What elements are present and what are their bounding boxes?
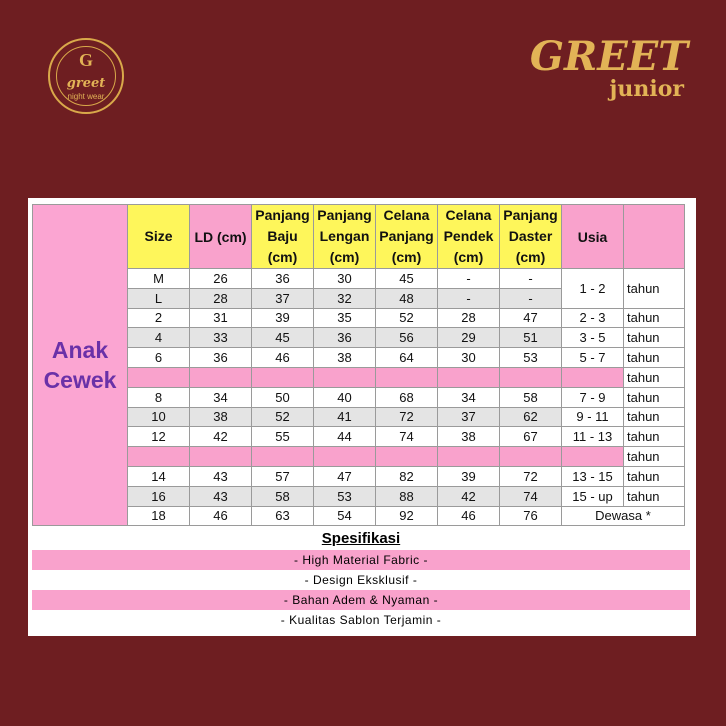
spec-item: - Design Eksklusif - (304, 573, 418, 587)
table-cell: 57 (252, 466, 314, 486)
table-cell: 50 (252, 387, 314, 407)
table-cell: tahun (624, 447, 685, 467)
logo-mark: G (78, 50, 93, 70)
table-cell: 62 (500, 407, 562, 427)
table-cell (252, 447, 314, 467)
table-cell (376, 447, 438, 467)
table-cell: 47 (314, 466, 376, 486)
table-cell: tahun (624, 427, 685, 447)
table-cell: 36 (252, 269, 314, 289)
table-cell: 30 (314, 269, 376, 289)
table-cell: Dewasa * (562, 506, 685, 526)
table-cell: 55 (252, 427, 314, 447)
table-cell: 45 (376, 269, 438, 289)
table-cell: 32 (314, 288, 376, 308)
table-cell: 56 (376, 328, 438, 348)
table-cell: 53 (314, 486, 376, 506)
table-cell (128, 447, 190, 467)
table-cell (562, 367, 624, 387)
table-cell: 36 (314, 328, 376, 348)
table-cell: 2 (128, 308, 190, 328)
table-cell: 4 (128, 328, 190, 348)
table-cell: 72 (500, 466, 562, 486)
size-chart-sheet (28, 198, 696, 636)
column-header: Panjang Daster (cm) (500, 205, 562, 269)
table-row (33, 328, 685, 348)
table-cell: 82 (376, 466, 438, 486)
table-cell: 54 (314, 506, 376, 526)
column-header: Panjang Lengan (cm) (314, 205, 376, 269)
table-cell: 76 (500, 506, 562, 526)
table-cell (252, 367, 314, 387)
table-cell: 11 - 13 (562, 427, 624, 447)
table-cell (314, 447, 376, 467)
table-cell: tahun (624, 269, 685, 309)
table-cell: 42 (190, 427, 252, 447)
table-cell: 7 - 9 (562, 387, 624, 407)
table-cell: 34 (438, 387, 500, 407)
table-cell: 58 (252, 486, 314, 506)
table-cell: tahun (624, 367, 685, 387)
brand-logo (48, 38, 124, 114)
table-cell: 38 (190, 407, 252, 427)
spec-item: - Kualitas Sablon Terjamin - (280, 613, 442, 627)
table-cell: 14 (128, 466, 190, 486)
table-cell: 2 - 3 (562, 308, 624, 328)
table-cell: tahun (624, 466, 685, 486)
table-cell: 15 - up (562, 486, 624, 506)
table-row (33, 269, 685, 289)
table-cell: 16 (128, 486, 190, 506)
table-cell (438, 367, 500, 387)
size-table (32, 204, 685, 526)
table-cell (128, 367, 190, 387)
group-label: Anak Cewek (33, 205, 128, 526)
table-cell: M (128, 269, 190, 289)
table-cell: L (128, 288, 190, 308)
table-cell: 29 (438, 328, 500, 348)
table-cell: 8 (128, 387, 190, 407)
table-cell: 38 (438, 427, 500, 447)
table-cell: 10 (128, 407, 190, 427)
spec-section (32, 528, 690, 630)
table-cell: 28 (438, 308, 500, 328)
table-cell: tahun (624, 486, 685, 506)
table-cell: 45 (252, 328, 314, 348)
spec-item: - High Material Fabric - (32, 550, 690, 570)
table-row (33, 466, 685, 486)
column-header: Celana Panjang (cm) (376, 205, 438, 269)
table-cell: 31 (190, 308, 252, 328)
table-cell: 64 (376, 348, 438, 368)
table-cell (190, 367, 252, 387)
table-row (33, 506, 685, 526)
column-header: Usia (562, 205, 624, 269)
table-cell: 6 (128, 348, 190, 368)
table-row (33, 387, 685, 407)
table-cell: 43 (190, 486, 252, 506)
table-cell: 52 (376, 308, 438, 328)
table-cell: 18 (128, 506, 190, 526)
table-cell (376, 367, 438, 387)
table-cell: 58 (500, 387, 562, 407)
brand-sub: junior (609, 76, 684, 102)
table-cell (314, 367, 376, 387)
table-cell: 43 (190, 466, 252, 486)
table-cell (500, 447, 562, 467)
table-cell: 68 (376, 387, 438, 407)
table-cell: tahun (624, 407, 685, 427)
table-cell: - (500, 269, 562, 289)
logo-subtitle: night wear (67, 92, 105, 101)
table-cell: 67 (500, 427, 562, 447)
table-cell: 30 (438, 348, 500, 368)
table-cell: 3 - 5 (562, 328, 624, 348)
table-cell: 40 (314, 387, 376, 407)
table-cell (562, 447, 624, 467)
table-cell: 13 - 15 (562, 466, 624, 486)
table-cell: 39 (252, 308, 314, 328)
column-header (624, 205, 685, 269)
table-cell: - (438, 269, 500, 289)
spec-item: - Bahan Adem & Nyaman - (32, 590, 690, 610)
table-cell (190, 447, 252, 467)
table-cell: 35 (314, 308, 376, 328)
table-cell: 5 - 7 (562, 348, 624, 368)
table-cell: 46 (438, 506, 500, 526)
column-header: LD (cm) (190, 205, 252, 269)
table-cell: 36 (190, 348, 252, 368)
table-cell: 51 (500, 328, 562, 348)
table-cell: tahun (624, 328, 685, 348)
table-cell: tahun (624, 387, 685, 407)
table-cell: tahun (624, 308, 685, 328)
table-cell: 38 (314, 348, 376, 368)
table-row (33, 308, 685, 328)
table-cell: 46 (252, 348, 314, 368)
table-cell: 47 (500, 308, 562, 328)
table-cell: 9 - 11 (562, 407, 624, 427)
table-cell: - (500, 288, 562, 308)
table-cell: 42 (438, 486, 500, 506)
table-cell: 92 (376, 506, 438, 526)
table-cell: 72 (376, 407, 438, 427)
table-cell: 52 (252, 407, 314, 427)
table-cell: 34 (190, 387, 252, 407)
brand-name: GREET (529, 33, 688, 80)
table-cell: 12 (128, 427, 190, 447)
brand-wordmark (529, 33, 688, 102)
table-cell: 39 (438, 466, 500, 486)
column-header: Panjang Baju (cm) (252, 205, 314, 269)
table-row (33, 486, 685, 506)
table-cell: 1 - 2 (562, 269, 624, 309)
table-cell: 74 (376, 427, 438, 447)
table-cell: 46 (190, 506, 252, 526)
table-cell: 44 (314, 427, 376, 447)
table-cell: 33 (190, 328, 252, 348)
table-cell: 28 (190, 288, 252, 308)
table-row (33, 447, 685, 467)
table-cell: 26 (190, 269, 252, 289)
table-cell: - (438, 288, 500, 308)
spec-title: Spesifikasi (321, 530, 401, 547)
table-cell: 37 (252, 288, 314, 308)
table-row (33, 407, 685, 427)
table-cell: 37 (438, 407, 500, 427)
table-cell: 48 (376, 288, 438, 308)
table-cell (438, 447, 500, 467)
column-header: Celana Pendek (cm) (438, 205, 500, 269)
column-header: Size (128, 205, 190, 269)
table-row (33, 348, 685, 368)
table-cell (500, 367, 562, 387)
table-row (33, 427, 685, 447)
table-cell: 53 (500, 348, 562, 368)
table-row (33, 367, 685, 387)
table-cell: 41 (314, 407, 376, 427)
logo-word: greet (66, 76, 106, 91)
table-cell: 63 (252, 506, 314, 526)
table-cell: 74 (500, 486, 562, 506)
table-cell: 88 (376, 486, 438, 506)
table-cell: tahun (624, 348, 685, 368)
